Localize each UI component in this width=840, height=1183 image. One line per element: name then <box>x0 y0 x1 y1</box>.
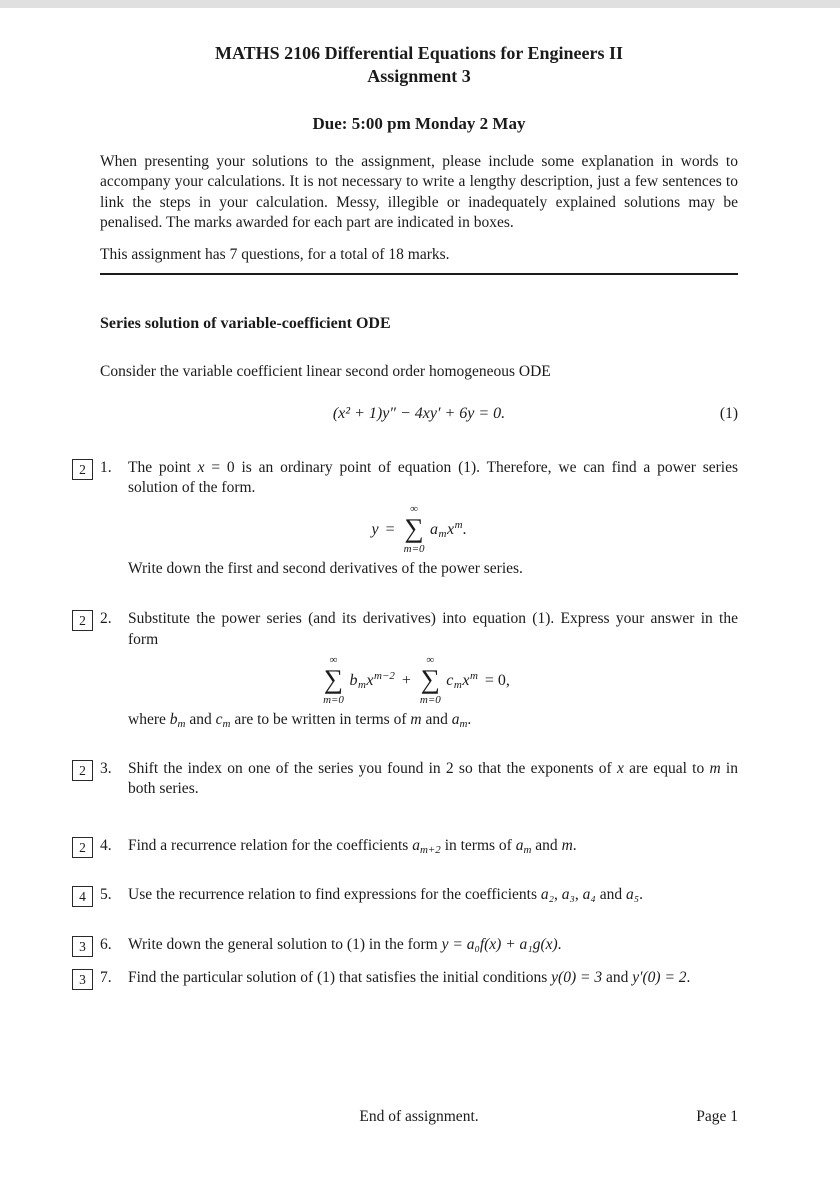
math-sub: m+2 <box>419 843 441 856</box>
question-2-segment: and <box>421 711 452 729</box>
sum-upper-limit: ∞ <box>426 654 435 667</box>
sigma-glyph: ∑ <box>404 513 424 544</box>
question-4-text <box>100 836 738 857</box>
question-2-segment: and <box>185 711 216 729</box>
math-var: a₄ <box>582 885 596 903</box>
intro-paragraph: When presenting your solutions to the assignment, please include some explanation in words to accompany your calculations. It is not necessary to write a lengthy description, just a few sentences to link the steps in your calculation. Messy, illegible or inadequately explained solutions may be penalised. The marks awarded for each part are indicated in boxes. <box>100 152 738 232</box>
document-title: MATHS 2106 Differential Equations for Engineers II <box>214 43 623 63</box>
question-4-number: 4. <box>100 836 112 854</box>
sum-term <box>349 670 395 691</box>
question-5-segment: , <box>554 885 562 903</box>
math-sup: m−2 <box>374 670 395 683</box>
section-heading: Series solution of variable-coefficient ODE <box>100 314 391 332</box>
question-7 <box>79 968 738 989</box>
plus-sign: + <box>401 672 411 690</box>
marks-box-q1 <box>72 459 93 480</box>
question-6-segment: Write down the general solution to (1) in the form <box>128 936 442 954</box>
math-punct: . <box>462 520 467 538</box>
page-footer <box>100 1108 738 1126</box>
math-var: x <box>366 672 374 690</box>
math-var: m <box>709 759 721 777</box>
question-5-segment: Use the recurrence relation to find expressions for the coefficients <box>128 885 541 903</box>
question-2-number: 2. <box>100 610 112 628</box>
math-expression: y′(0) = 2 <box>632 968 687 986</box>
marks-box-q6 <box>72 936 93 957</box>
document-subtitle: Assignment 3 <box>367 65 471 86</box>
sum-upper-limit: ∞ <box>329 654 338 667</box>
math-sup: m <box>469 670 478 683</box>
math-var: c <box>446 672 454 690</box>
question-5-segment: and <box>595 885 626 903</box>
math-expression: y(0) = 3 <box>551 968 603 986</box>
math-sub: m <box>438 527 447 540</box>
summation-symbol <box>323 655 344 706</box>
marks-value-q5: 4 <box>79 888 86 904</box>
sigma-glyph: ∑ <box>420 664 440 695</box>
due-date-line: Due: 5:00 pm Monday 2 May <box>312 114 526 133</box>
math-var: x <box>197 458 205 476</box>
question-3-segment: are equal to <box>623 759 710 777</box>
question-1 <box>79 458 738 579</box>
question-5-segment: , <box>574 885 583 903</box>
question-2-text <box>100 609 738 650</box>
question-2-segment: where <box>128 711 170 729</box>
total-marks-line: This assignment has 7 questions, for a total of 18 marks. <box>100 246 450 264</box>
question-3-segment: Shift the index on one of the series you found in 2 so that the exponents of <box>128 759 617 777</box>
question-4-segment: . <box>572 836 577 854</box>
math-var: m <box>561 836 573 854</box>
math-var: a₂ <box>540 885 555 903</box>
question-6-number: 6. <box>100 936 112 954</box>
question-2-display-equation <box>100 655 738 706</box>
marks-value-q3: 2 <box>79 762 86 778</box>
math-sub: m <box>177 718 186 731</box>
consider-line: Consider the variable coefficient linear second order homogeneous ODE <box>100 362 551 380</box>
question-2 <box>79 609 738 731</box>
question-1-text <box>100 458 738 499</box>
marks-value-q6: 3 <box>79 939 86 955</box>
question-6 <box>79 935 738 956</box>
math-var: a <box>430 520 438 538</box>
question-1-tail: Write down the first and second derivatives of the power series. <box>128 559 523 577</box>
sum-lower-limit: m=0 <box>419 694 441 707</box>
math-var: a <box>515 836 524 854</box>
page-top-gutter <box>0 0 840 8</box>
math-var: b <box>169 711 178 729</box>
math-var: a₃ <box>561 885 575 903</box>
horizontal-rule <box>100 273 738 275</box>
equation-1-body: (x² + 1)y″ − 4xy′ + 6y = 0. <box>332 404 506 422</box>
marks-box-q4 <box>72 837 93 858</box>
question-7-segment: Find the particular solution of (1) that satisfies the initial conditions <box>128 968 552 986</box>
math-var: c <box>215 711 223 729</box>
marks-value-q2: 2 <box>79 613 86 629</box>
question-2-segment: Substitute the power series (and its derivatives) into equation (1). Express your answer in the form <box>128 610 738 648</box>
summation-symbol <box>404 504 425 555</box>
math-var: a <box>451 711 460 729</box>
math-var: b <box>349 672 358 690</box>
math-var: x <box>462 672 470 690</box>
question-5 <box>79 885 738 906</box>
question-2-tail <box>100 710 738 731</box>
question-4-segment: in terms of <box>440 836 516 854</box>
math-sub: m <box>523 843 532 856</box>
sum-term <box>446 670 478 691</box>
math-var: x <box>446 520 455 538</box>
marks-box-q7 <box>72 969 93 990</box>
document-content <box>79 42 738 988</box>
math-var: a₅ <box>625 885 640 903</box>
question-3 <box>79 759 738 800</box>
marks-value-q7: 3 <box>79 971 86 987</box>
math-var: a <box>412 836 420 854</box>
marks-box-q2 <box>72 610 93 631</box>
question-3-text <box>100 759 738 800</box>
question-1-display-equation <box>100 504 738 555</box>
end-of-assignment-text: End of assignment. <box>359 1108 479 1125</box>
equation-rhs: = 0, <box>484 672 510 690</box>
question-1-segment: The point <box>128 458 198 476</box>
sum-lower-limit: m=0 <box>403 542 425 555</box>
math-sup: m <box>454 518 463 531</box>
question-2-segment: . <box>467 711 472 729</box>
question-7-segment: . <box>686 968 691 986</box>
math-sub: m <box>459 718 468 731</box>
question-5-text <box>100 885 738 906</box>
sigma-glyph: ∑ <box>323 664 344 695</box>
sum-term <box>430 519 467 540</box>
math-var: y <box>371 520 379 538</box>
equation-1-label: (1) <box>719 404 738 422</box>
summation-symbol <box>420 655 441 706</box>
page-number: Page 1 <box>696 1108 738 1125</box>
marks-box-q5 <box>72 886 93 907</box>
math-var: m <box>410 711 422 729</box>
question-2-segment: are to be written in terms of <box>230 711 411 729</box>
question-7-segment: and <box>602 968 633 986</box>
math-sub: m <box>453 679 462 692</box>
question-7-number: 7. <box>100 968 112 986</box>
question-3-segment: in both series. <box>128 759 738 798</box>
equation-1 <box>100 403 738 424</box>
question-4 <box>79 836 738 857</box>
question-5-number: 5. <box>100 885 112 903</box>
marks-value-q1: 2 <box>79 461 86 477</box>
question-6-text <box>100 935 738 956</box>
question-4-segment: Find a recurrence relation for the coefficients <box>128 836 413 854</box>
sum-lower-limit: m=0 <box>323 694 344 707</box>
math-expression: y = a₀f(x) + a₁g(x) <box>441 936 558 954</box>
math-sub: m <box>222 718 231 731</box>
question-4-segment: and <box>531 836 562 854</box>
question-5-segment: . <box>639 885 643 903</box>
question-1-number: 1. <box>100 458 112 476</box>
question-6-segment: . <box>557 936 562 954</box>
sum-upper-limit: ∞ <box>410 503 418 516</box>
equals-sign: = <box>385 520 395 538</box>
question-1-segment: = 0 is an ordinary point of equation (1). Therefore, we can find a power series solution of the form. <box>128 458 738 497</box>
question-7-text <box>100 968 738 989</box>
math-var: x <box>616 759 624 777</box>
marks-box-q3 <box>72 760 93 781</box>
math-sub: m <box>357 679 366 692</box>
marks-value-q4: 2 <box>79 839 86 855</box>
question-3-number: 3. <box>100 759 112 777</box>
